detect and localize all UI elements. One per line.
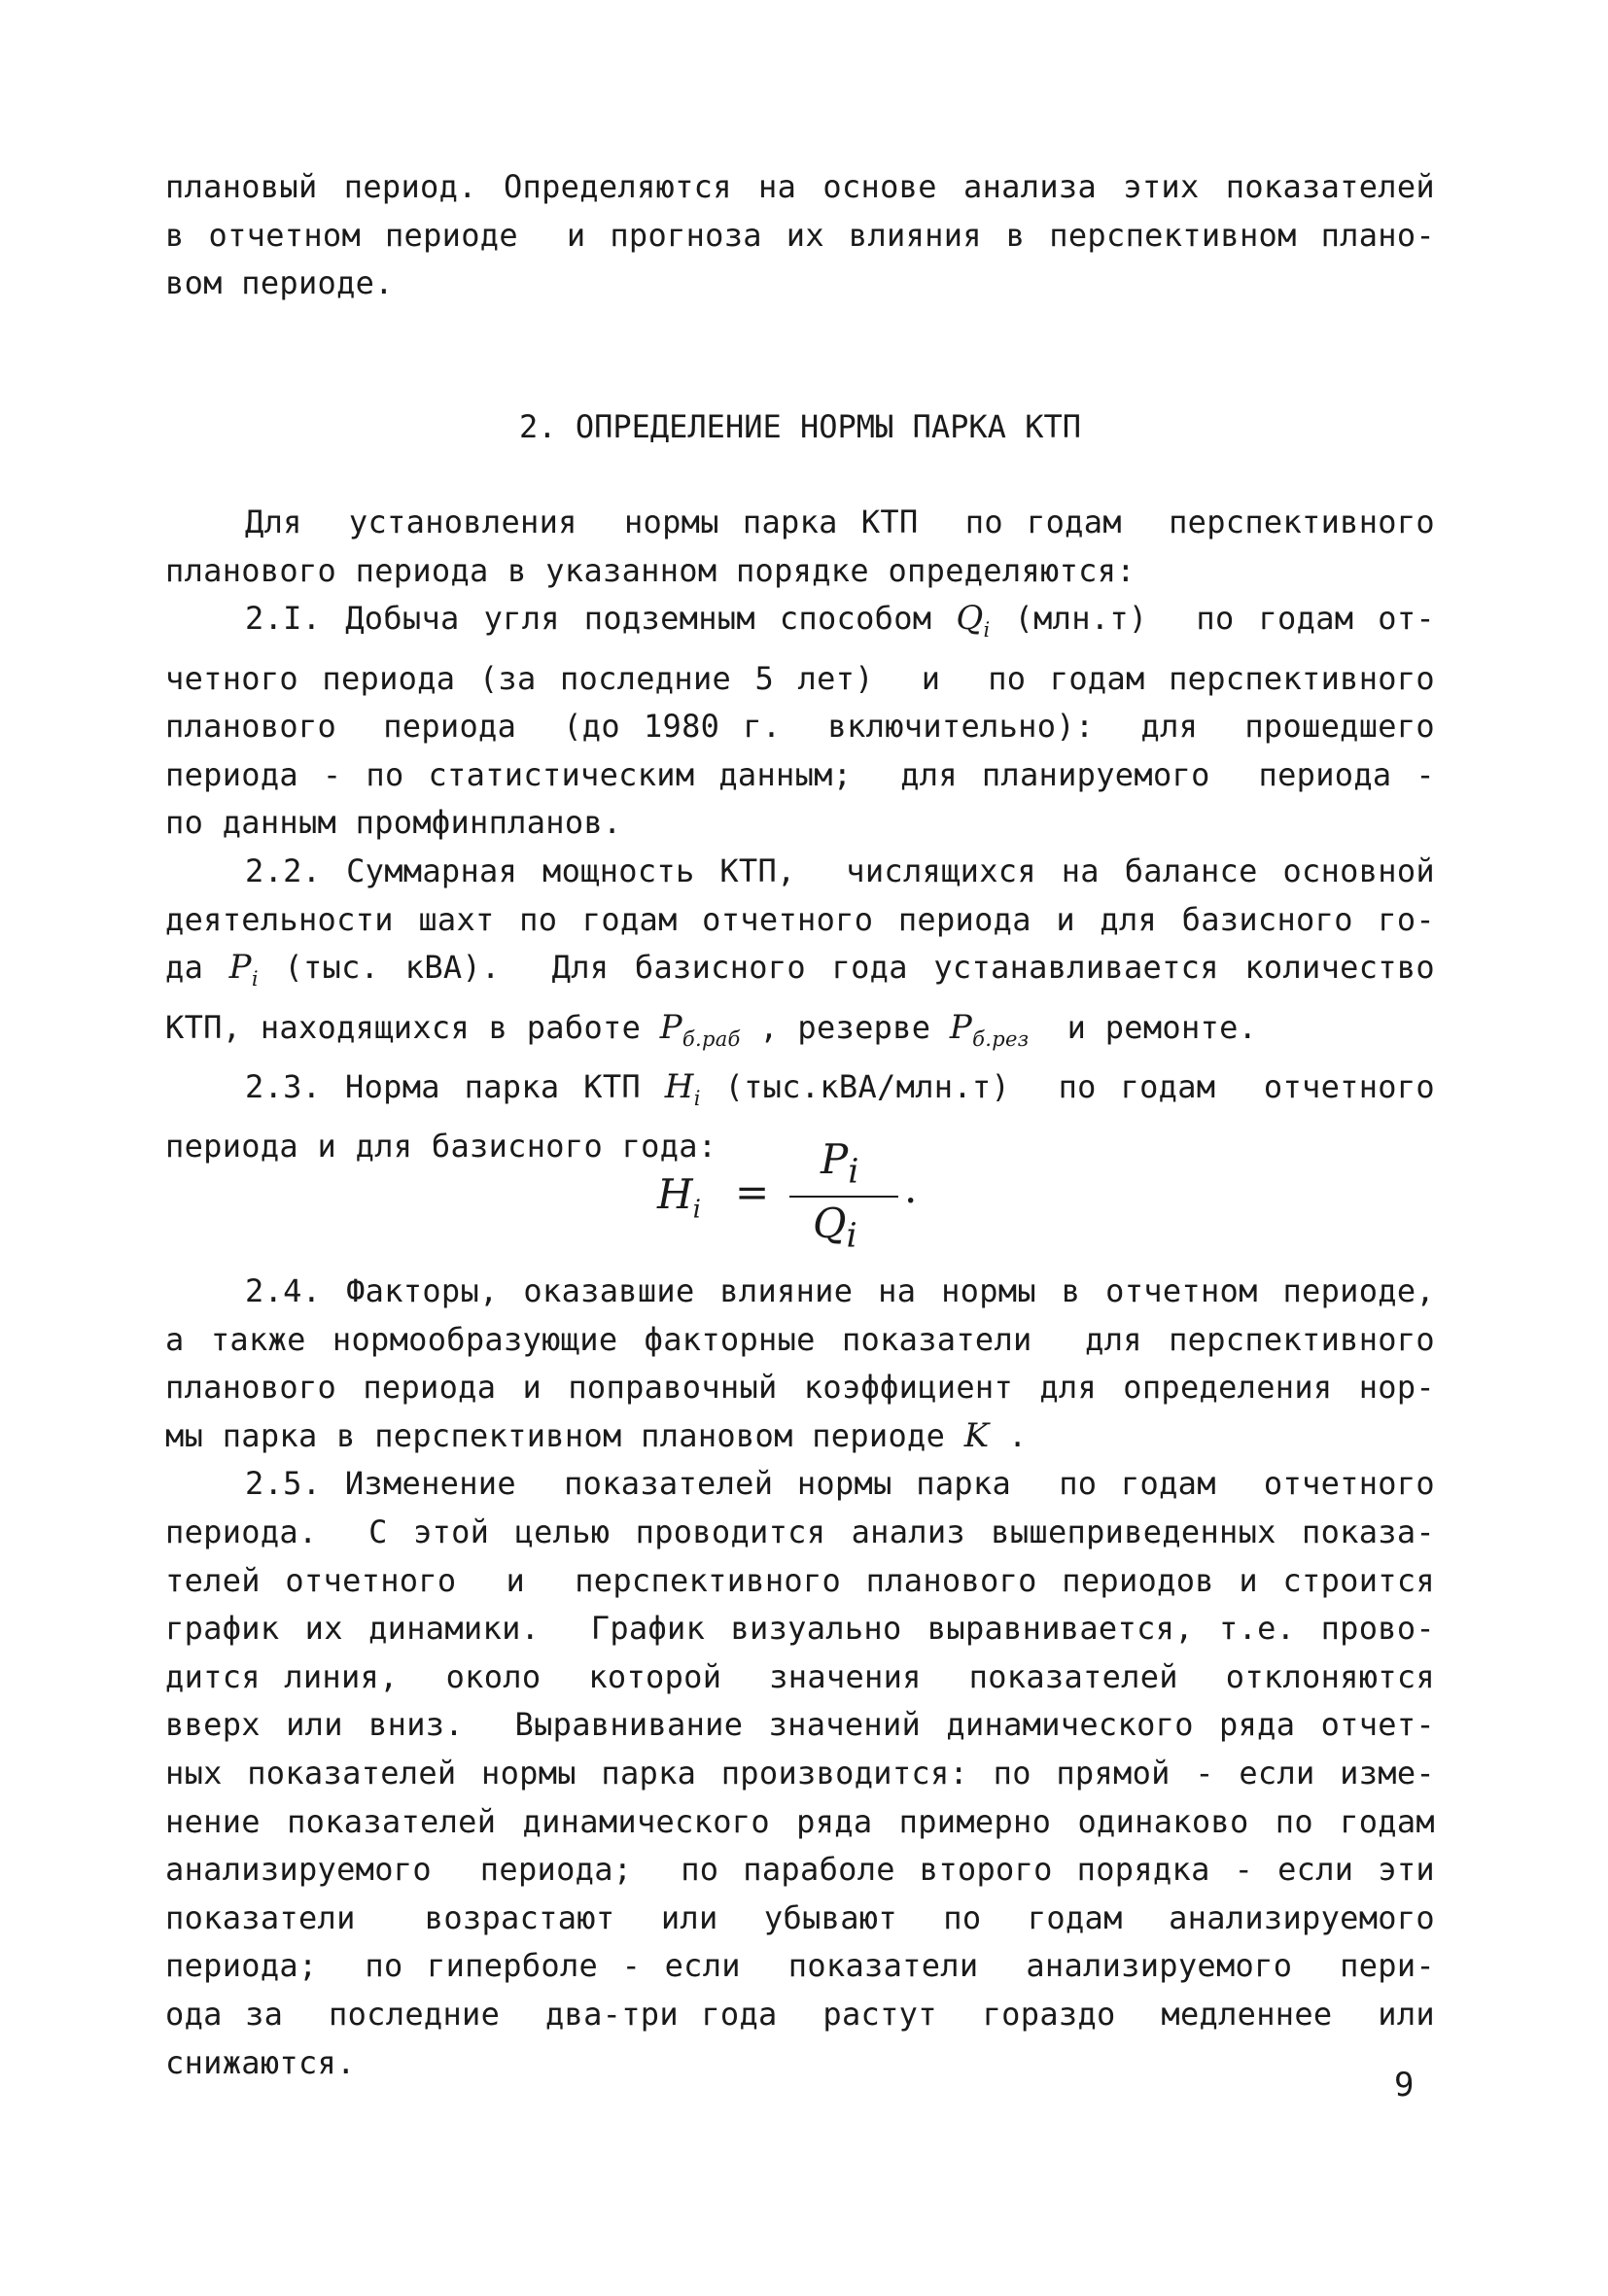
- formula-denominator: $Q_i$: [813, 1200, 857, 1256]
- text-line: а также нормообразующие факторные показатели для перспективного: [165, 1320, 1435, 1358]
- text-line: вом периоде.: [165, 264, 394, 302]
- symbol-p: $P_i$: [228, 948, 259, 991]
- page-number: 9: [1394, 2066, 1415, 2105]
- symbol-p-rab: $P_{б.раб}$: [659, 1007, 741, 1051]
- text-line: в отчетном периоде и прогноза их влияния в перспективном плано-: [165, 216, 1435, 254]
- text-line: деятельности шахт по годам отчетного периода и для базисного го-: [165, 900, 1435, 938]
- paragraph-2-1-first-line: [165, 595, 1435, 654]
- symbol-q: $Q_i$: [956, 599, 991, 642]
- text-fragment: 2.I. Добыча угля подземным способом: [245, 600, 957, 638]
- symbol-k: K: [963, 1415, 990, 1455]
- formula-lhs: $H_i$: [657, 1170, 701, 1225]
- formula-end-dot: .: [904, 1165, 918, 1212]
- text-line: периода - по статистическим данным; для планируемого периода -: [165, 755, 1435, 793]
- text-line: ных показателей нормы парка производится: по прямой - если изме-: [165, 1754, 1435, 1792]
- text-line: анализируемого периода; по параболе второго порядка - если эти: [165, 1851, 1435, 1889]
- text-line: планового периода в указанном порядке определяются:: [165, 551, 1136, 589]
- paragraph-2-3-first-line: 2.3. Норма парка КТП $H_i$ (тыс.кВА/млн.т) по годам отчетного: [245, 1066, 1435, 1110]
- paragraph-2-2-line-4: КТП, находящихся в работе $P_{б.раб}$ , резерве $P_{б.рез}$ и ремонте.: [165, 1007, 1258, 1051]
- text-line: планового периода (до 1980 г. включительно): для прошедшего: [165, 708, 1435, 746]
- text-line: по данным промфинпланов.: [165, 804, 622, 842]
- body-text: [165, 499, 1435, 1171]
- text-line: дится линия, около которой значения показателей отклоняются: [165, 1657, 1435, 1695]
- text-line: 2.5. Изменение показателей нормы парка по годам отчетного: [245, 1465, 1435, 1503]
- fraction-bar: [789, 1196, 898, 1198]
- text-line: четного периода (за последние 5 лет) и по годам перспективного: [165, 659, 1435, 697]
- text-line: нение показателей динамического ряда примерно одинаково по годам: [165, 1802, 1435, 1840]
- text-line: ода за последние два-три года растут гораздо медленнее или: [165, 1995, 1435, 2033]
- text-line: график их динамики. График визуально выравнивается, т.е. прово-: [165, 1610, 1435, 1648]
- symbol-h: $H_i$: [664, 1066, 701, 1110]
- text-line: планового периода и поправочный коэффициент для определения нор-: [165, 1369, 1435, 1407]
- text-line: периода; по гиперболе - если показатели анализируемого пери-: [165, 1947, 1435, 1985]
- text-line: показатели возрастают или убывают по годам анализируемого: [165, 1898, 1435, 1936]
- section-title: 2. ОПРЕДЕЛЕНИЕ НОРМЫ ПАРКА КТП: [519, 408, 1081, 445]
- text-fragment: (млн.т) по годам от-: [990, 600, 1435, 638]
- text-line: 2.4. Факторы, оказавшие влияние на нормы в отчетном периоде,: [245, 1272, 1435, 1309]
- text-line: 2.2. Суммарная мощность КТП, числящихся на балансе основной: [245, 852, 1435, 889]
- text-line: вверх или вниз. Выравнивание значений динамического ряда отчет-: [165, 1706, 1435, 1744]
- text-line: снижаются.: [165, 2043, 356, 2081]
- norm-formula: [657, 1135, 918, 1256]
- text-line: Для установления нормы парка КТП по годам перспективного: [245, 504, 1435, 540]
- text-line: телей отчетного и перспективного планового периодов и строится: [165, 1561, 1435, 1599]
- body-text-continued: [165, 1268, 1435, 2087]
- formula-equals: =: [735, 1168, 770, 1216]
- text-line: плановый период. Определяются на основе анализа этих показателей: [165, 168, 1435, 205]
- symbol-p-rez: $P_{б.рез}$: [949, 1007, 1030, 1051]
- paragraph-2-4-last-line: мы парка в перспективном плановом периоде K .: [165, 1415, 1028, 1455]
- intro-paragraph: [165, 163, 1435, 308]
- formula-numerator: $P_i$: [821, 1135, 859, 1192]
- paragraph-2-2-line-3: да $P_i$ (тыс. кВА). Для базисного года устанавливается количество: [165, 948, 1435, 991]
- text-line: периода. С этой целью проводится анализ вышеприведенных показа-: [165, 1513, 1435, 1550]
- text-line: периода и для базисного года:: [165, 1128, 717, 1165]
